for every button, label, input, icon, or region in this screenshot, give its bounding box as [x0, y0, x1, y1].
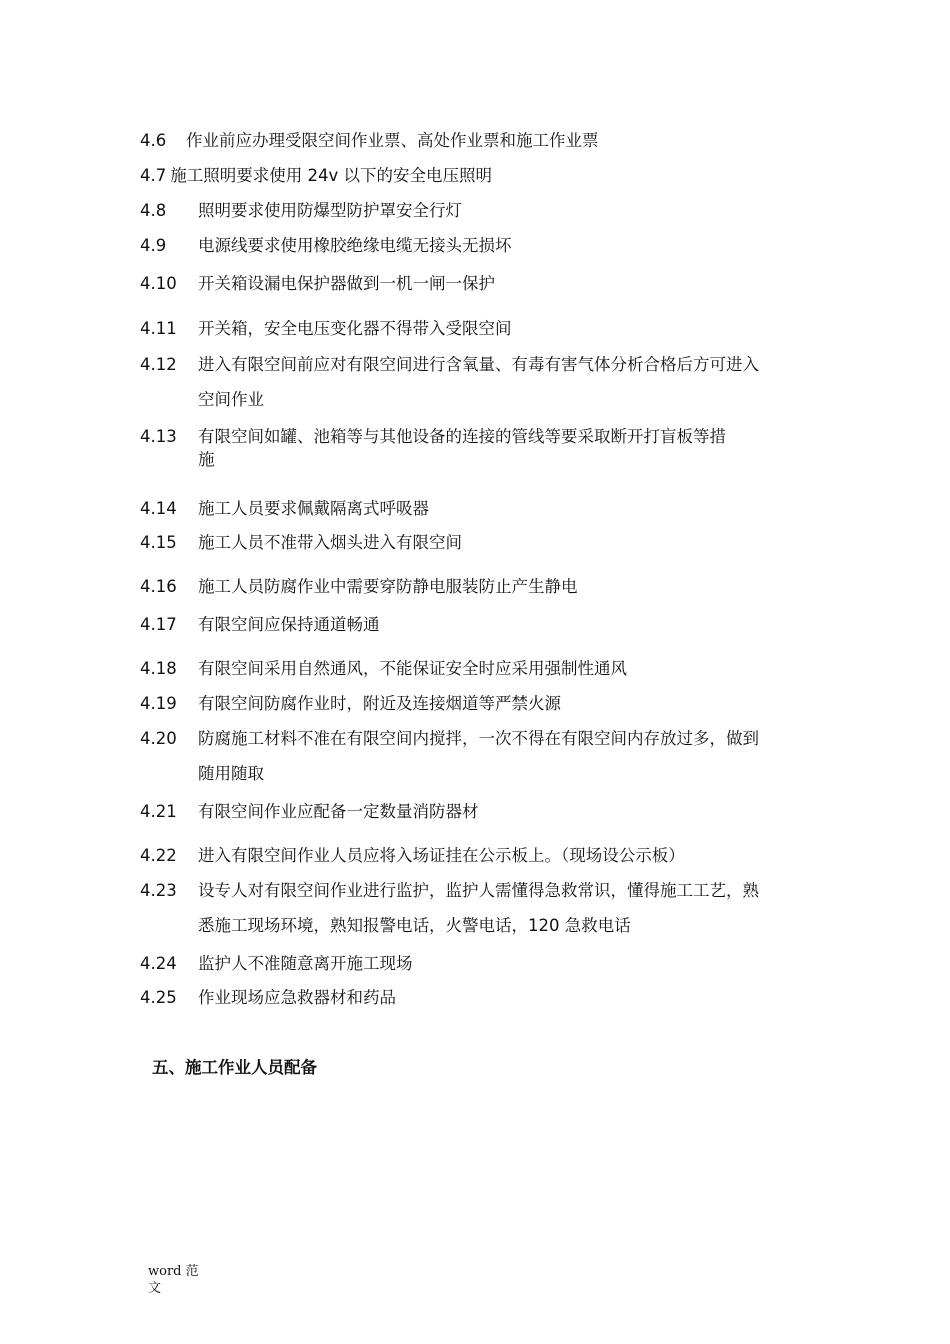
item-number: 4.13 — [140, 427, 177, 446]
item-text: 开关箱设漏电保护器做到一机一闸一保护 — [198, 274, 495, 293]
item-text: 有限空间如罐、池箱等与其他设备的连接的管线等要采取断开打盲板等措 — [198, 427, 726, 446]
list-item-4-17 — [140, 613, 380, 637]
item-text: 有限空间防腐作业时，附近及连接烟道等严禁火源 — [198, 694, 561, 713]
list-item-4-15 — [140, 531, 462, 555]
item-number: 4.15 — [140, 533, 177, 552]
list-item-4-11 — [140, 317, 512, 341]
item-number: 4.25 — [140, 988, 177, 1007]
list-item-4-21 — [140, 800, 479, 824]
item-text-continuation: 施 — [198, 450, 215, 469]
item-text: 进入有限空间作业人员应将入场证挂在公示板上。（现场设公示板） — [198, 846, 685, 865]
list-item-4-22 — [140, 844, 685, 868]
item-number: 4.8 — [140, 201, 167, 220]
list-item-4-25 — [140, 986, 396, 1010]
list-item-4-9 — [140, 234, 512, 258]
item-text: 作业现场应急救器材和药品 — [198, 988, 396, 1007]
item-text: 设专人对有限空间作业进行监护，监护人需懂得急救常识，懂得施工工艺，熟 — [198, 881, 759, 900]
item-number: 4.19 — [140, 694, 177, 713]
item-text: 监护人不准随意离开施工现场 — [198, 954, 413, 973]
item-text: 有限空间应保持通道畅通 — [198, 615, 380, 634]
item-text-continuation: 随用随取 — [198, 764, 264, 783]
item-number: 4.14 — [140, 499, 177, 518]
item-number: 4.22 — [140, 846, 177, 865]
item-text-continuation: 空间作业 — [198, 390, 264, 409]
item-number: 4.9 — [140, 236, 167, 255]
item-text: 进入有限空间前应对有限空间进行含氧量、有毒有害气体分析合格后方可进入 — [198, 355, 759, 374]
list-item-4-23 — [140, 879, 759, 903]
list-item-4-24 — [140, 952, 413, 976]
item-text-continuation: 悉施工现场环境，熟知报警电话，火警电话，120 急救电话 — [198, 916, 631, 935]
item-number: 4.23 — [140, 881, 177, 900]
item-number: 4.12 — [140, 355, 177, 374]
item-text: 施工人员不准带入烟头进入有限空间 — [198, 533, 462, 552]
item-text: 防腐施工材料不准在有限空间内搅拌，一次不得在有限空间内存放过多，做到 — [198, 729, 759, 748]
item-number: 4.10 — [140, 274, 177, 293]
list-item-4-10 — [140, 272, 495, 296]
list-item-4-12 — [140, 353, 759, 377]
list-item-4-13 — [140, 425, 726, 449]
item-number: 4.7 — [140, 166, 167, 185]
item-text: 电源线要求使用橡胶绝缘电缆无接头无损坏 — [198, 236, 512, 255]
list-item-4-18 — [140, 657, 627, 681]
item-number: 4.20 — [140, 729, 177, 748]
item-text: 照明要求使用防爆型防护罩安全行灯 — [198, 201, 462, 220]
item-text: 施工人员要求佩戴隔离式呼吸器 — [198, 499, 429, 518]
list-item-4-16 — [140, 575, 578, 599]
list-item-4-6 — [140, 129, 599, 153]
item-number: 4.11 — [140, 319, 177, 338]
item-number: 4.24 — [140, 954, 177, 973]
list-item-4-19 — [140, 692, 561, 716]
item-text: 施工人员防腐作业中需要穿防静电服装防止产生静电 — [198, 577, 578, 596]
item-number: 4.16 — [140, 577, 177, 596]
item-number: 4.6 — [140, 131, 167, 150]
list-item-4-7 — [140, 164, 492, 188]
page-footer: word 范文 — [148, 1264, 199, 1296]
item-number: 4.17 — [140, 615, 177, 634]
item-text: 有限空间采用自然通风，不能保证安全时应采用强制性通风 — [198, 659, 627, 678]
item-number: 4.18 — [140, 659, 177, 678]
list-item-4-14 — [140, 497, 429, 521]
item-text: 开关箱，安全电压变化器不得带入受限空间 — [198, 319, 512, 338]
item-text: 有限空间作业应配备一定数量消防器材 — [198, 802, 479, 821]
list-item-4-8 — [140, 199, 462, 223]
item-number: 4.21 — [140, 802, 177, 821]
list-item-4-20 — [140, 727, 759, 751]
section-heading: 五、施工作业人员配备 — [152, 1058, 317, 1077]
item-text: 施工照明要求使用 24v 以下的安全电压照明 — [170, 166, 492, 185]
item-text: 作业前应办理受限空间作业票、高处作业票和施工作业票 — [186, 131, 599, 150]
